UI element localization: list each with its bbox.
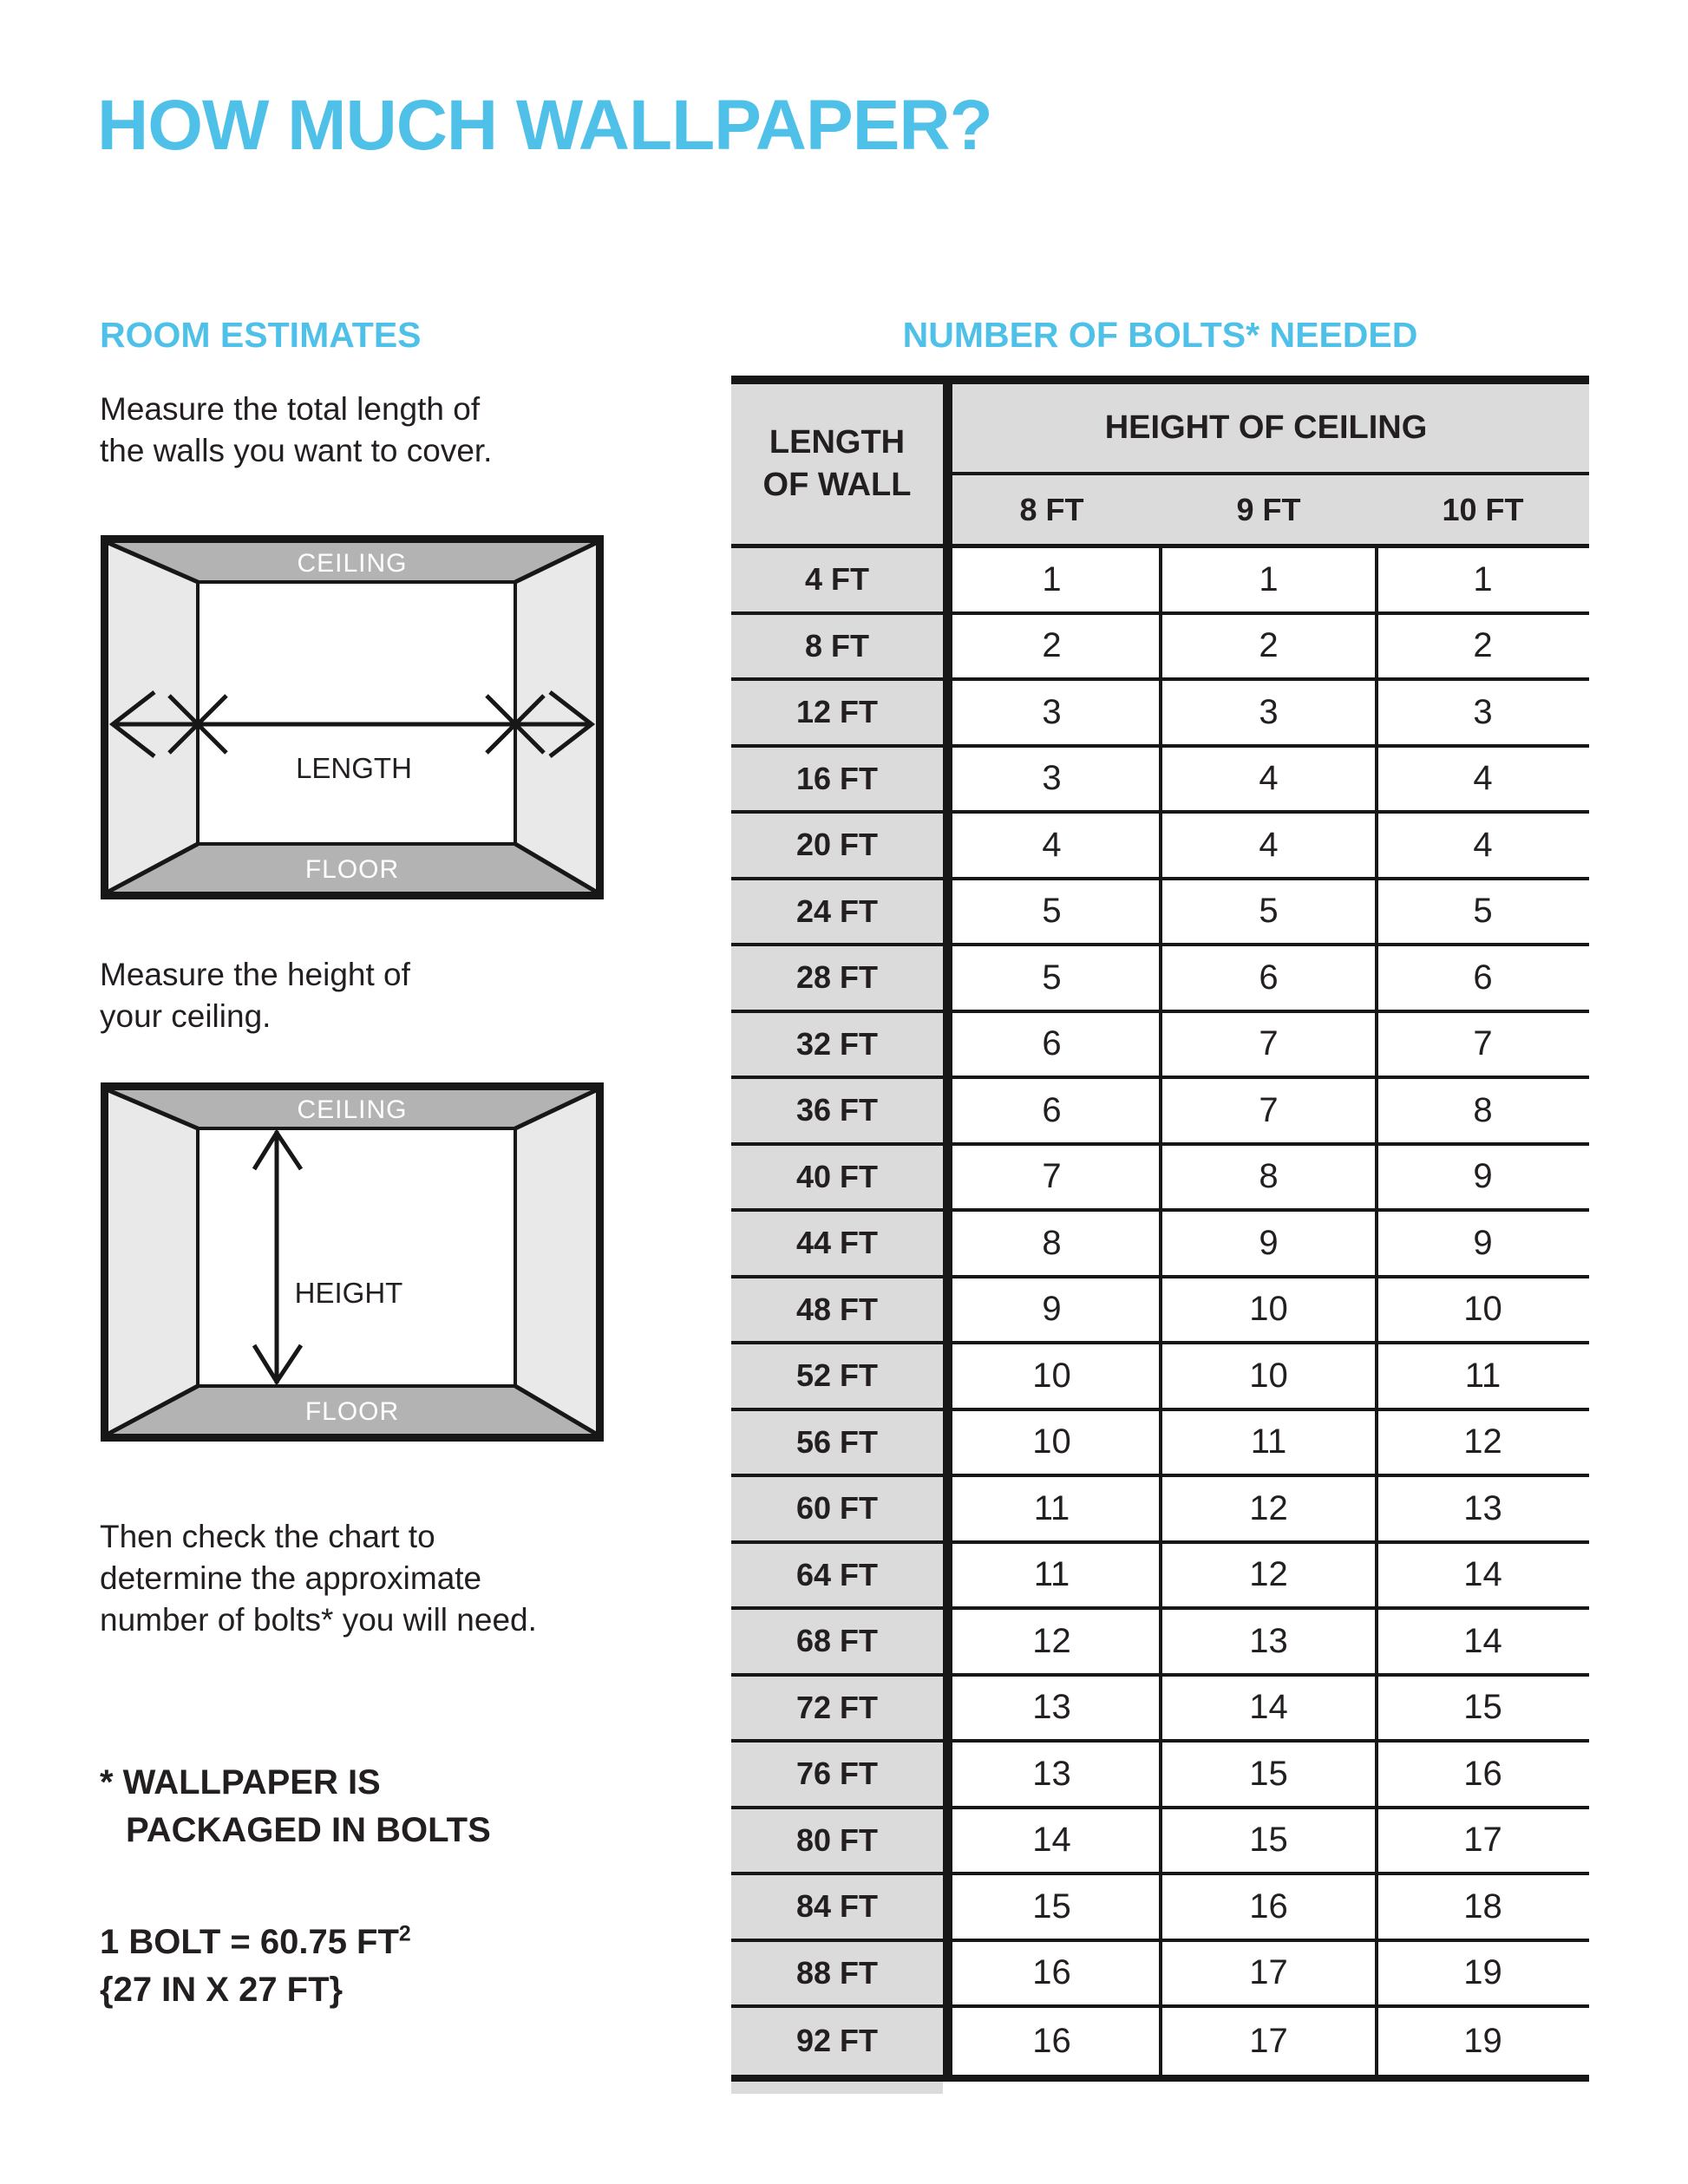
height-of-ceiling-header-group xyxy=(943,384,1589,544)
bolt-count-cell: 15 xyxy=(1161,1809,1377,1873)
bolt-count-cell: 2 xyxy=(1161,615,1377,678)
footnote-line: PACKAGED IN BOLTS xyxy=(126,1811,491,1850)
bolt-size-info xyxy=(100,1919,411,2014)
bolt-count-cell: 6 xyxy=(1377,946,1589,1010)
footnote-line: * WALLPAPER IS xyxy=(100,1763,381,1801)
measure-length-paragraph xyxy=(100,389,492,472)
header-line: LENGTH xyxy=(769,423,906,461)
subheader-9ft: 9 FT xyxy=(1236,491,1301,527)
table-column-rule-1 xyxy=(1159,548,1162,2078)
bolt-count-cell: 7 xyxy=(1161,1013,1377,1076)
floor-label: FLOOR xyxy=(304,855,400,884)
back-wall xyxy=(198,582,515,844)
left-wall-surface xyxy=(108,1090,198,1434)
bolt-count-cell: 19 xyxy=(1377,1942,1589,2005)
bolt-count-cell: 5 xyxy=(1161,880,1377,944)
paragraph-line: Then check the chart to xyxy=(100,1519,435,1554)
wall-length-label: 28 FT xyxy=(731,946,943,1010)
bolt-count-cell: 1 xyxy=(1377,548,1589,611)
check-chart-paragraph xyxy=(100,1516,537,1641)
bolt-count-cell: 10 xyxy=(943,1344,1161,1408)
length-room-diagram xyxy=(101,535,604,899)
wall-length-label: 56 FT xyxy=(731,1411,943,1475)
wall-length-label: 48 FT xyxy=(731,1278,943,1342)
page-title: HOW MUCH WALLPAPER? xyxy=(97,86,992,165)
bolt-count-cell: 4 xyxy=(1377,748,1589,811)
bolt-equation xyxy=(100,1919,411,1966)
bolt-count-cell: 17 xyxy=(1161,1942,1377,2005)
wall-length-label: 8 FT xyxy=(731,615,943,678)
bolt-count-cell: 14 xyxy=(943,1809,1161,1873)
bolt-equation-superscript: 2 xyxy=(398,1922,411,1946)
ceiling-label: CEILING xyxy=(297,549,408,578)
bolt-count-cell: 14 xyxy=(1377,1544,1589,1607)
bolt-count-cell: 5 xyxy=(1377,880,1589,944)
bolts-needed-heading: NUMBER OF BOLTS* NEEDED xyxy=(902,315,1418,355)
bolt-count-cell: 16 xyxy=(1377,1743,1589,1806)
bolts-table xyxy=(731,376,1589,2094)
wall-length-label: 88 FT xyxy=(731,1942,943,2005)
bolt-count-cell: 12 xyxy=(943,1610,1161,1673)
back-wall xyxy=(198,1128,515,1386)
paragraph-line: the walls you want to cover. xyxy=(100,433,493,469)
wall-length-label: 4 FT xyxy=(731,548,943,611)
floor-label: FLOOR xyxy=(304,1397,400,1426)
bolt-count-cell: 3 xyxy=(943,748,1161,811)
wall-length-label: 16 FT xyxy=(731,748,943,811)
measure-height-paragraph xyxy=(100,954,410,1037)
bolt-equation-text: 1 BOLT = 60.75 FT xyxy=(100,1923,399,1961)
bolt-count-cell: 7 xyxy=(943,1146,1161,1209)
wall-length-label: 12 FT xyxy=(731,681,943,744)
bolt-count-cell: 2 xyxy=(1377,615,1589,678)
length-label: LENGTH xyxy=(296,752,412,784)
bolt-count-cell: 4 xyxy=(1161,814,1377,877)
wall-length-label: 68 FT xyxy=(731,1610,943,1673)
bolt-count-cell: 14 xyxy=(1377,1610,1589,1673)
length-room-diagram-svg xyxy=(101,535,604,899)
bolt-count-cell: 11 xyxy=(1377,1344,1589,1408)
bolt-count-cell: 6 xyxy=(1161,946,1377,1010)
bolt-count-cell: 15 xyxy=(1377,1677,1589,1740)
bolt-count-cell: 5 xyxy=(943,880,1161,944)
bolt-count-cell: 4 xyxy=(1377,814,1589,877)
paragraph-line: your ceiling. xyxy=(100,998,272,1035)
bolt-count-cell: 8 xyxy=(1377,1079,1589,1142)
wall-length-label: 64 FT xyxy=(731,1544,943,1607)
table-top-border xyxy=(731,376,1589,384)
subheader-8ft: 8 FT xyxy=(1019,491,1084,527)
bolt-count-cell: 6 xyxy=(943,1013,1161,1076)
height-of-ceiling-header: HEIGHT OF CEILING xyxy=(943,384,1589,475)
bolt-count-cell: 7 xyxy=(1377,1013,1589,1076)
bolt-count-cell: 10 xyxy=(1161,1278,1377,1342)
left-column-gray-stub xyxy=(731,2082,943,2094)
bolt-count-cell: 15 xyxy=(943,1875,1161,1939)
bolt-count-cell: 3 xyxy=(1377,681,1589,744)
bolt-count-cell: 9 xyxy=(1377,1146,1589,1209)
bolt-count-cell: 1 xyxy=(1161,548,1377,611)
bolt-count-cell: 11 xyxy=(1161,1411,1377,1475)
wall-length-label: 84 FT xyxy=(731,1875,943,1939)
bolt-count-cell: 9 xyxy=(943,1278,1161,1342)
bolt-count-cell: 16 xyxy=(943,2008,1161,2075)
ceiling-label: CEILING xyxy=(297,1095,408,1124)
paragraph-line: Measure the height of xyxy=(100,957,410,992)
bolt-count-cell: 6 xyxy=(943,1079,1161,1142)
wall-length-label: 76 FT xyxy=(731,1743,943,1806)
wall-length-label: 36 FT xyxy=(731,1079,943,1142)
table-column-rule-2 xyxy=(1375,548,1378,2078)
bolt-count-cell: 10 xyxy=(943,1411,1161,1475)
bolt-count-cell: 8 xyxy=(1161,1146,1377,1209)
bolt-count-cell: 17 xyxy=(1377,1809,1589,1873)
wall-length-label: 24 FT xyxy=(731,880,943,944)
bolt-count-cell: 10 xyxy=(1377,1278,1589,1342)
bolt-count-cell: 13 xyxy=(1161,1610,1377,1673)
bolt-count-cell: 15 xyxy=(1161,1743,1377,1806)
height-room-diagram-svg xyxy=(101,1082,604,1442)
wall-length-label: 52 FT xyxy=(731,1344,943,1408)
bolt-dimensions: {27 IN X 27 FT} xyxy=(100,1971,343,2010)
bolts-footnote xyxy=(100,1759,491,1854)
bolt-count-cell: 3 xyxy=(1161,681,1377,744)
bolt-count-cell: 18 xyxy=(1377,1875,1589,1939)
wall-length-label: 40 FT xyxy=(731,1146,943,1209)
bolt-count-cell: 14 xyxy=(1161,1677,1377,1740)
bolt-count-cell: 9 xyxy=(1161,1212,1377,1275)
bolt-count-cell: 11 xyxy=(943,1477,1161,1540)
paragraph-line: Measure the total length of xyxy=(100,391,481,427)
bolt-count-cell: 8 xyxy=(943,1212,1161,1275)
room-estimates-heading: ROOM ESTIMATES xyxy=(100,315,422,355)
wall-length-label: 32 FT xyxy=(731,1013,943,1076)
ceiling-height-subheaders xyxy=(943,475,1589,544)
table-thick-column-divider xyxy=(943,376,952,2077)
bolt-count-cell: 12 xyxy=(1161,1477,1377,1540)
bolt-count-cell: 13 xyxy=(1377,1477,1589,1540)
bolt-count-cell: 5 xyxy=(943,946,1161,1010)
bolt-count-cell: 3 xyxy=(943,681,1161,744)
wall-length-label: 80 FT xyxy=(731,1809,943,1873)
bolt-count-cell: 16 xyxy=(1161,1875,1377,1939)
right-wall-surface xyxy=(515,1090,596,1434)
height-label: HEIGHT xyxy=(294,1277,403,1309)
bolt-count-cell: 9 xyxy=(1377,1212,1589,1275)
bolt-count-cell: 13 xyxy=(943,1743,1161,1806)
bolt-count-cell: 7 xyxy=(1161,1079,1377,1142)
table-header xyxy=(731,384,1589,544)
header-line: OF WALL xyxy=(762,467,912,503)
bolt-count-cell: 10 xyxy=(1161,1344,1377,1408)
length-of-wall-header xyxy=(731,384,943,544)
bolt-count-cell: 19 xyxy=(1377,2008,1589,2075)
bolt-count-cell: 12 xyxy=(1377,1411,1589,1475)
wall-length-label: 92 FT xyxy=(731,2008,943,2075)
bolt-count-cell: 4 xyxy=(943,814,1161,877)
bolt-count-cell: 13 xyxy=(943,1677,1161,1740)
wall-length-label: 72 FT xyxy=(731,1677,943,1740)
bolt-count-cell: 2 xyxy=(943,615,1161,678)
paragraph-line: determine the approximate xyxy=(100,1560,482,1597)
bolt-count-cell: 11 xyxy=(943,1544,1161,1607)
bolt-count-cell: 12 xyxy=(1161,1544,1377,1607)
bolt-count-cell: 17 xyxy=(1161,2008,1377,2075)
bolt-count-cell: 4 xyxy=(1161,748,1377,811)
wall-length-label: 20 FT xyxy=(731,814,943,877)
bolt-count-cell: 16 xyxy=(943,1942,1161,2005)
subheader-10ft: 10 FT xyxy=(1442,491,1524,527)
bolt-count-cell: 1 xyxy=(943,548,1161,611)
paragraph-line: number of bolts* you will need. xyxy=(100,1602,537,1638)
wall-length-label: 44 FT xyxy=(731,1212,943,1275)
wall-length-label: 60 FT xyxy=(731,1477,943,1540)
height-room-diagram xyxy=(101,1082,604,1442)
